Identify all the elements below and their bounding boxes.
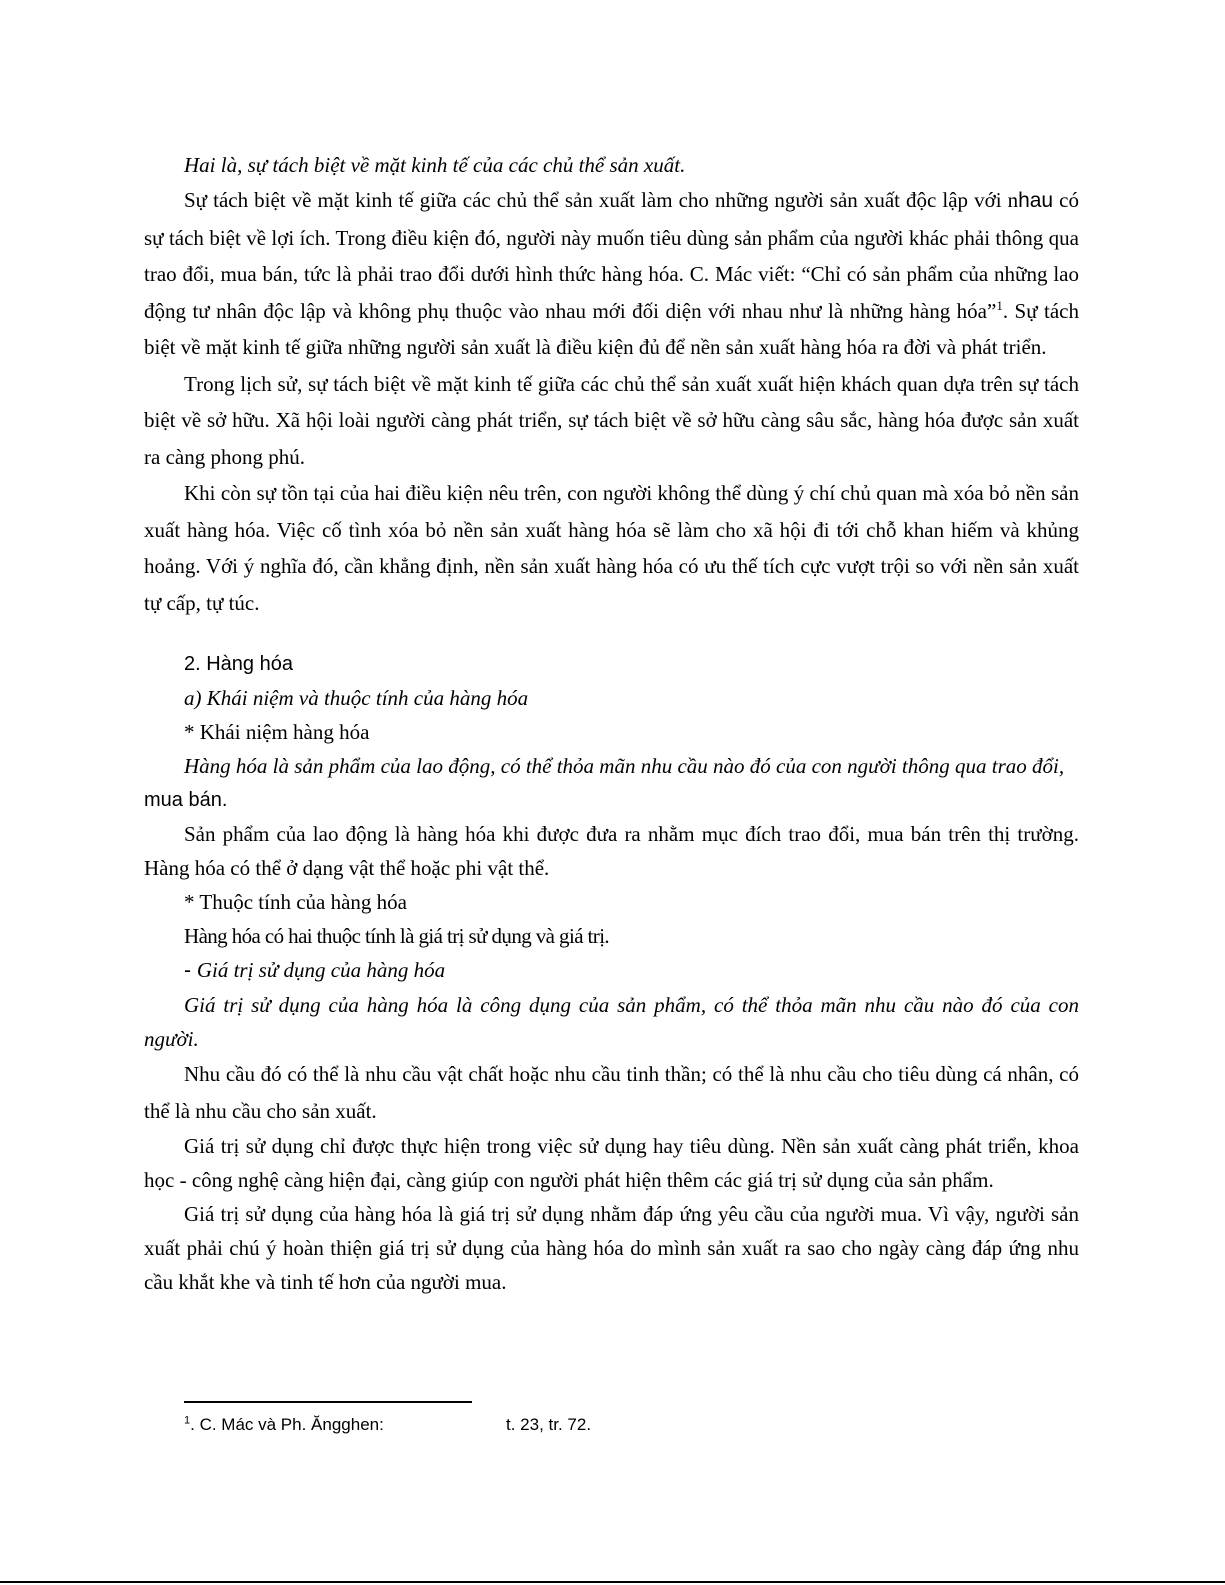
footnote-separator	[184, 1401, 472, 1403]
paragraph-heading-separation: Hai là, sự tách biệt về mặt kinh tế của các chủ thể sản xuất.	[184, 153, 686, 177]
spacer	[144, 621, 1079, 647]
text-run-sans: hau	[1018, 189, 1054, 212]
attributes-heading: * Thuộc tính của hàng hóa	[184, 890, 407, 914]
text-run: . Sự tách biệt về mặt kinh tế giữa những người sản xuất là điều kiện đủ để nền sản xuất hàng hóa ra đời và phát triển.	[144, 298, 1079, 359]
paragraph-history: Trong lịch sử, sự tách biệt về mặt kinh tế giữa các chủ thể sản xuất xuất hiện khách quan dựa trên sự tách biệt về sở hữu. Xã hội loài người càng phát triển, sự tách biệt về sở hữu càng sâu sắc, hàng hóa được sản xuất ra càng phong phú.	[144, 371, 1079, 469]
paragraph-realization: Giá trị sử dụng chỉ được thực hiện trong việc sử dụng hay tiêu dùng. Nền sản xuất càng phát triển, khoa học - công nghệ càng hiện đại, càng giúp con người phát hiện thêm các giá trị sử dụng của sản phẩm.	[144, 1134, 1079, 1192]
use-value-heading	[144, 953, 1079, 988]
definition-text: Hàng hóa là sản phẩm của lao động, có thể thỏa mãn nhu cầu nào đó của con người thông qua trao đổi,	[184, 754, 1065, 778]
footnote-citation: t. 23, tr. 72.	[506, 1415, 592, 1434]
dash: -	[184, 959, 197, 982]
concept-heading: * Khái niệm hàng hóa	[184, 720, 370, 744]
paragraph-two-attributes: Hàng hóa có hai thuộc tính là giá trị sử dụng và giá trị.	[184, 924, 610, 948]
paragraph-needs: Nhu cầu đó có thể là nhu cầu vật chất hoặc nhu cầu tinh thần; có thể là nhu cầu cho tiêu dùng cá nhân, có thể là nhu cầu cho sản xuất.	[144, 1062, 1079, 1123]
use-value-title: Giá trị sử dụng của hàng hóa	[196, 958, 446, 982]
footnote-text: . C. Mác và Ph. Ăngghen:	[190, 1415, 384, 1434]
paragraph-separation	[144, 182, 1079, 366]
section-heading: 2. Hàng hóa	[184, 653, 293, 675]
subsection-heading: a) Khái niệm và thuộc tính của hàng hóa	[184, 686, 529, 710]
paragraph-product: Sản phẩm của lao động là hàng hóa khi được đưa ra nhằm mục đích trao đổi, mua bán trên thị trường. Hàng hóa có thể ở dạng vật thể hoặc phi vật thể.	[144, 822, 1079, 880]
text-run: Sự tách biệt về mặt kinh tế giữa các chủ thể sản xuất làm cho những người sản xuất độc lập với n	[184, 188, 1019, 212]
footnote	[184, 1414, 592, 1435]
definition-end: mua bán.	[144, 789, 228, 811]
paragraph-conditions: Khi còn sự tồn tại của hai điều kiện nêu trên, con người không thể dùng ý chí chủ quan mà xóa bỏ nền sản xuất hàng hóa. Việc cố tình xóa bỏ nền sản xuất hàng hóa sẽ làm cho xã hội đi tới chỗ khan hiếm và khủng hoảng. Với ý nghĩa đó, cần khẳng định, nền sản xuất hàng hóa có ưu thế tích cực vượt trội so với nền sản xuất tự cấp, tự túc.	[144, 481, 1079, 615]
paragraph-buyer: Giá trị sử dụng của hàng hóa là giá trị sử dụng nhằm đáp ứng yêu cầu của người mua. Vì vậy, người sản xuất phải chú ý hoàn thiện giá trị sử dụng của hàng hóa do mình sản xuất ra sao cho ngày càng đáp ứng nhu cầu khắt khe và tinh tế hơn của người mua.	[144, 1202, 1079, 1294]
use-value-definition: Giá trị sử dụng của hàng hóa là công dụng của sản phẩm, có thể thỏa mãn nhu cầu nào đó của con người.	[144, 993, 1079, 1051]
text-run: có sự tách biệt về lợi ích. Trong điều kiện đó, người này muốn tiêu dùng sản phẩm của người khác phải thông qua trao đổi, mua bán, tức là phải trao đổi dưới hình thức hàng hóa. C. Mác viết: “Chỉ có sản phẩm của những lao động tư nhân độc lập và không phụ thuộc vào nhau mới đối diện với nhau như là những hàng hóa”	[144, 188, 1079, 323]
page-body	[144, 148, 1079, 1299]
footnote-marker: 1	[184, 1414, 191, 1427]
page-bottom-border	[0, 1581, 1225, 1583]
footnote-reference: 1	[996, 297, 1003, 313]
